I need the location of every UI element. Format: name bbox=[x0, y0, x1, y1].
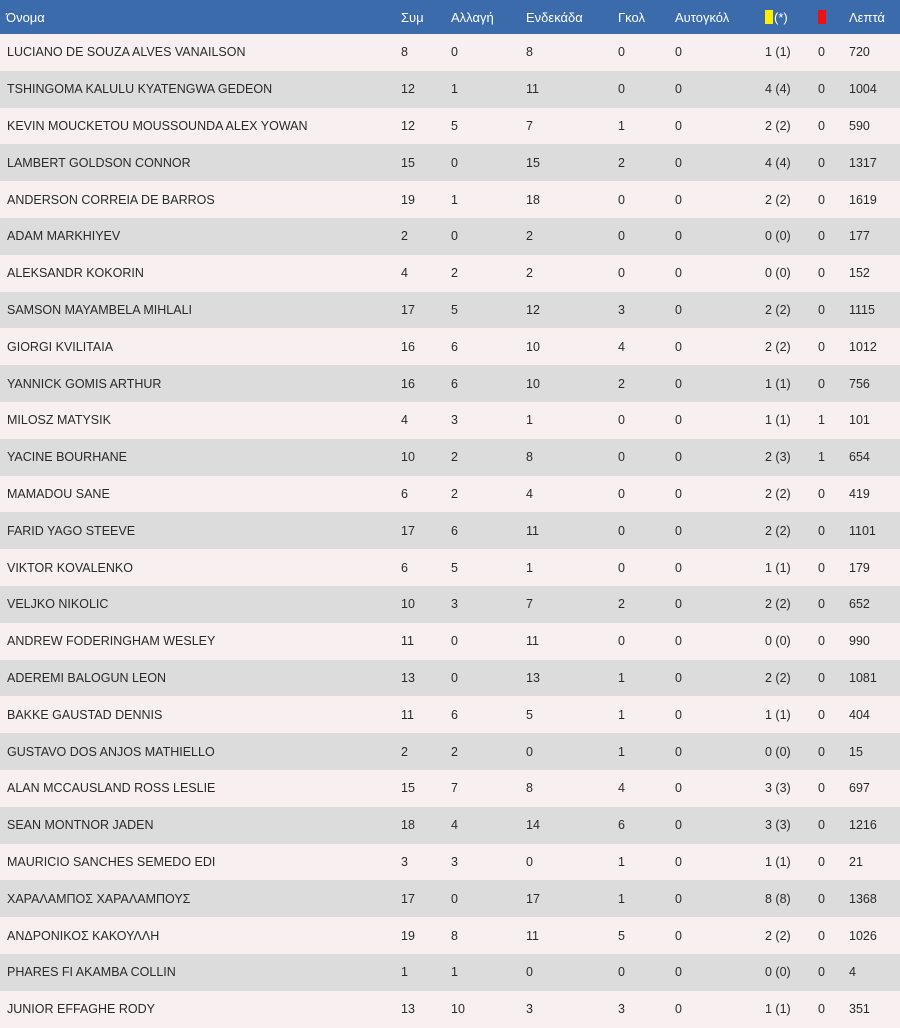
starting-cell: 0 bbox=[526, 854, 533, 869]
table-row bbox=[0, 292, 900, 329]
goals-cell: 2 bbox=[618, 155, 625, 170]
yellow-cards-cell: 4 (4) bbox=[765, 155, 791, 170]
goals-cell: 0 bbox=[618, 266, 625, 281]
starting-cell: 0 bbox=[526, 965, 533, 980]
own-goals-cell: 0 bbox=[675, 450, 682, 465]
minutes-cell: 152 bbox=[849, 266, 870, 281]
yellow-cards-cell: 1 (1) bbox=[765, 413, 791, 428]
player-name-cell[interactable]: ANDREW FODERINGHAM WESLEY bbox=[7, 634, 216, 649]
player-name-cell[interactable]: MAURICIO SANCHES SEMEDO EDI bbox=[7, 854, 216, 869]
starting-cell: 10 bbox=[526, 376, 540, 391]
minutes-cell: 351 bbox=[849, 1002, 870, 1017]
table-row bbox=[0, 549, 900, 586]
yellow-card-icon bbox=[765, 10, 773, 24]
red-cards-cell: 0 bbox=[818, 45, 825, 60]
red-cards-cell: 0 bbox=[818, 634, 825, 649]
player-name-cell[interactable]: MILOSZ MATYSIK bbox=[7, 413, 111, 428]
table-row bbox=[0, 733, 900, 770]
yellow-cards-cell: 1 (1) bbox=[765, 707, 791, 722]
substitutions-cell: 0 bbox=[451, 670, 458, 685]
own-goals-cell: 0 bbox=[675, 266, 682, 281]
starting-cell: 0 bbox=[526, 744, 533, 759]
goals-cell: 3 bbox=[618, 1002, 625, 1017]
player-name-cell[interactable]: ALAN MCCAUSLAND ROSS LESLIE bbox=[7, 781, 216, 796]
appearances-cell: 2 bbox=[401, 229, 408, 244]
substitutions-cell: 8 bbox=[451, 928, 458, 943]
minutes-cell: 990 bbox=[849, 634, 870, 649]
substitutions-cell: 2 bbox=[451, 266, 458, 281]
table-row bbox=[0, 660, 900, 697]
table-row bbox=[0, 696, 900, 733]
player-name-cell[interactable]: ΧΑΡΑΛΑΜΠΟΣ ΧΑΡΑΛΑΜΠΟΥΣ bbox=[7, 891, 191, 906]
minutes-cell: 1004 bbox=[849, 82, 877, 97]
substitutions-cell: 10 bbox=[451, 1002, 465, 1017]
table-row bbox=[0, 807, 900, 844]
yellow-cards-cell: 0 (0) bbox=[765, 744, 791, 759]
minutes-cell: 697 bbox=[849, 781, 870, 796]
appearances-cell: 16 bbox=[401, 339, 415, 354]
starting-cell: 11 bbox=[526, 634, 539, 649]
appearances-cell: 8 bbox=[401, 45, 408, 60]
appearances-cell: 11 bbox=[401, 634, 414, 649]
goals-cell: 4 bbox=[618, 339, 625, 354]
own-goals-cell: 0 bbox=[675, 928, 682, 943]
goals-cell: 3 bbox=[618, 302, 625, 317]
minutes-cell: 1012 bbox=[849, 339, 877, 354]
minutes-cell: 590 bbox=[849, 118, 870, 133]
red-cards-cell: 0 bbox=[818, 560, 825, 575]
player-name-cell[interactable]: TSHINGOMA KALULU KYATENGWA GEDEON bbox=[7, 82, 273, 97]
own-goals-cell: 0 bbox=[675, 82, 682, 97]
appearances-cell: 4 bbox=[401, 266, 408, 281]
yellow-cards-cell: 0 (0) bbox=[765, 634, 791, 649]
yellow-cards-cell: 2 (2) bbox=[765, 302, 791, 317]
red-cards-cell: 1 bbox=[818, 413, 825, 428]
yellow-cards-cell: 2 (2) bbox=[765, 597, 791, 612]
starting-cell: 8 bbox=[526, 450, 533, 465]
table-row bbox=[0, 71, 900, 108]
table-row bbox=[0, 328, 900, 365]
red-cards-cell: 0 bbox=[818, 965, 825, 980]
red-cards-cell: 0 bbox=[818, 781, 825, 796]
yellow-cards-cell: 2 (2) bbox=[765, 928, 791, 943]
own-goals-cell: 0 bbox=[675, 192, 682, 207]
table-row bbox=[0, 108, 900, 145]
own-goals-cell: 0 bbox=[675, 413, 682, 428]
red-cards-cell: 0 bbox=[818, 1002, 825, 1017]
minutes-cell: 720 bbox=[849, 45, 870, 60]
red-cards-cell: 0 bbox=[818, 118, 825, 133]
starting-cell: 18 bbox=[526, 192, 540, 207]
appearances-cell: 15 bbox=[401, 155, 415, 170]
appearances-cell: 2 bbox=[401, 744, 408, 759]
yellow-cards-cell: 2 (3) bbox=[765, 450, 791, 465]
yellow-cards-cell: 3 (3) bbox=[765, 781, 791, 796]
substitutions-cell: 5 bbox=[451, 302, 458, 317]
yellow-cards-cell: 2 (2) bbox=[765, 486, 791, 501]
starting-cell: 5 bbox=[526, 707, 533, 722]
player-name-cell[interactable]: VELJKO NIKOLIC bbox=[7, 597, 109, 612]
red-cards-cell: 0 bbox=[818, 744, 825, 759]
yellow-cards-cell: 2 (2) bbox=[765, 192, 791, 207]
appearances-cell: 17 bbox=[401, 523, 415, 538]
substitutions-cell: 7 bbox=[451, 781, 458, 796]
player-name-cell[interactable]: VIKTOR KOVALENKO bbox=[7, 560, 133, 575]
yellow-cards-cell: 1 (1) bbox=[765, 1002, 791, 1017]
yellow-cards-cell: 2 (2) bbox=[765, 339, 791, 354]
goals-cell: 4 bbox=[618, 781, 625, 796]
appearances-cell: 1 bbox=[401, 965, 408, 980]
substitutions-cell: 6 bbox=[451, 707, 458, 722]
own-goals-cell: 0 bbox=[675, 781, 682, 796]
yellow-cards-cell: 0 (0) bbox=[765, 229, 791, 244]
goals-cell: 1 bbox=[618, 854, 625, 869]
own-goals-cell: 0 bbox=[675, 523, 682, 538]
substitutions-cell: 3 bbox=[451, 597, 458, 612]
substitutions-cell: 1 bbox=[451, 82, 458, 97]
yellow-cards-cell: 1 (1) bbox=[765, 854, 791, 869]
red-cards-cell: 0 bbox=[818, 891, 825, 906]
yellow-cards-cell: 0 (0) bbox=[765, 266, 791, 281]
red-cards-cell: 0 bbox=[818, 928, 825, 943]
substitutions-cell: 2 bbox=[451, 486, 458, 501]
appearances-cell: 12 bbox=[401, 118, 415, 133]
goals-cell: 0 bbox=[618, 965, 625, 980]
player-name-cell[interactable]: KEVIN MOUCKETOU MOUSSOUNDA ALEX YOWAN bbox=[7, 118, 308, 133]
starting-cell: 12 bbox=[526, 302, 540, 317]
starting-cell: 3 bbox=[526, 1002, 533, 1017]
table-row bbox=[0, 218, 900, 255]
yellow-cards-cell: 4 (4) bbox=[765, 82, 791, 97]
minutes-cell: 419 bbox=[849, 486, 870, 501]
header-yellow-suffix: (*) bbox=[774, 9, 788, 25]
table-row bbox=[0, 844, 900, 881]
table-row bbox=[0, 917, 900, 954]
player-name-cell[interactable]: MAMADOU SANE bbox=[7, 486, 110, 501]
yellow-cards-cell: 1 (1) bbox=[765, 560, 791, 575]
substitutions-cell: 5 bbox=[451, 118, 458, 133]
goals-cell: 2 bbox=[618, 376, 625, 391]
red-cards-cell: 0 bbox=[818, 854, 825, 869]
starting-cell: 7 bbox=[526, 597, 533, 612]
starting-cell: 8 bbox=[526, 781, 533, 796]
appearances-cell: 16 bbox=[401, 376, 415, 391]
table-row bbox=[0, 954, 900, 991]
appearances-cell: 17 bbox=[401, 302, 415, 317]
player-name-cell[interactable]: ADAM MARKHIYEV bbox=[7, 229, 121, 244]
minutes-cell: 404 bbox=[849, 707, 870, 722]
substitutions-cell: 6 bbox=[451, 523, 458, 538]
appearances-cell: 19 bbox=[401, 928, 415, 943]
table-header-row bbox=[0, 0, 900, 34]
goals-cell: 2 bbox=[618, 597, 625, 612]
goals-cell: 0 bbox=[618, 229, 625, 244]
substitutions-cell: 3 bbox=[451, 854, 458, 869]
appearances-cell: 10 bbox=[401, 450, 415, 465]
minutes-cell: 101 bbox=[849, 413, 870, 428]
goals-cell: 1 bbox=[618, 707, 625, 722]
yellow-cards-cell: 2 (2) bbox=[765, 118, 791, 133]
appearances-cell: 3 bbox=[401, 854, 408, 869]
own-goals-cell: 0 bbox=[675, 818, 682, 833]
goals-cell: 1 bbox=[618, 118, 625, 133]
own-goals-cell: 0 bbox=[675, 965, 682, 980]
substitutions-cell: 4 bbox=[451, 818, 458, 833]
substitutions-cell: 0 bbox=[451, 155, 458, 170]
red-cards-cell: 0 bbox=[818, 229, 825, 244]
own-goals-cell: 0 bbox=[675, 854, 682, 869]
starting-cell: 7 bbox=[526, 118, 533, 133]
starting-cell: 8 bbox=[526, 45, 533, 60]
substitutions-cell: 0 bbox=[451, 45, 458, 60]
own-goals-cell: 0 bbox=[675, 302, 682, 317]
yellow-cards-cell: 2 (2) bbox=[765, 523, 791, 538]
header-substitutions[interactable]: Αλλαγή bbox=[451, 9, 494, 25]
goals-cell: 0 bbox=[618, 634, 625, 649]
starting-cell: 11 bbox=[526, 928, 539, 943]
starting-cell: 11 bbox=[526, 82, 539, 97]
goals-cell: 0 bbox=[618, 560, 625, 575]
yellow-cards-cell: 1 (1) bbox=[765, 376, 791, 391]
substitutions-cell: 0 bbox=[451, 891, 458, 906]
own-goals-cell: 0 bbox=[675, 707, 682, 722]
red-cards-cell: 0 bbox=[818, 192, 825, 207]
header-name[interactable]: Όνομα bbox=[6, 9, 45, 25]
goals-cell: 6 bbox=[618, 818, 625, 833]
minutes-cell: 179 bbox=[849, 560, 870, 575]
starting-cell: 2 bbox=[526, 229, 533, 244]
player-name-cell[interactable]: ΑΝΔΡΟΝΙΚΟΣ ΚΑΚΟΥΛΛΗ bbox=[7, 928, 160, 943]
red-cards-cell: 0 bbox=[818, 376, 825, 391]
red-cards-cell: 0 bbox=[818, 155, 825, 170]
header-appearances[interactable]: Συμ bbox=[401, 9, 424, 25]
starting-cell: 10 bbox=[526, 339, 540, 354]
header-own-goals[interactable]: Αυτογκόλ bbox=[675, 9, 730, 25]
starting-cell: 14 bbox=[526, 818, 540, 833]
player-name-cell[interactable]: SAMSON MAYAMBELA MIHLALI bbox=[7, 302, 193, 317]
minutes-cell: 1317 bbox=[849, 155, 877, 170]
player-name-cell[interactable]: GUSTAVO DOS ANJOS MATHIELLO bbox=[7, 744, 215, 759]
player-name-cell[interactable]: ALEKSANDR KOKORIN bbox=[7, 266, 144, 281]
own-goals-cell: 0 bbox=[675, 560, 682, 575]
substitutions-cell: 0 bbox=[451, 229, 458, 244]
header-yellow-cards[interactable] bbox=[765, 0, 818, 34]
red-cards-cell: 0 bbox=[818, 707, 825, 722]
player-name-cell[interactable]: ANDERSON CORREIA DE BARROS bbox=[7, 192, 215, 207]
own-goals-cell: 0 bbox=[675, 634, 682, 649]
red-cards-cell: 0 bbox=[818, 339, 825, 354]
minutes-cell: 1619 bbox=[849, 192, 877, 207]
red-cards-cell: 0 bbox=[818, 266, 825, 281]
substitutions-cell: 5 bbox=[451, 560, 458, 575]
goals-cell: 1 bbox=[618, 670, 625, 685]
player-name-cell[interactable]: LAMBERT GOLDSON CONNOR bbox=[7, 155, 191, 170]
red-cards-cell: 0 bbox=[818, 670, 825, 685]
own-goals-cell: 0 bbox=[675, 155, 682, 170]
own-goals-cell: 0 bbox=[675, 1002, 682, 1017]
player-name-cell[interactable]: SEAN MONTNOR JADEN bbox=[7, 818, 154, 833]
starting-cell: 13 bbox=[526, 670, 540, 685]
appearances-cell: 13 bbox=[401, 670, 415, 685]
player-name-cell[interactable]: FARID YAGO STEEVE bbox=[7, 523, 136, 538]
minutes-cell: 1081 bbox=[849, 670, 877, 685]
table-row bbox=[0, 402, 900, 439]
table-row bbox=[0, 144, 900, 181]
substitutions-cell: 3 bbox=[451, 413, 458, 428]
player-name-cell[interactable]: GIORGI KVILITAIA bbox=[7, 339, 114, 354]
appearances-cell: 6 bbox=[401, 486, 408, 501]
starting-cell: 17 bbox=[526, 891, 540, 906]
substitutions-cell: 6 bbox=[451, 376, 458, 391]
red-cards-cell: 0 bbox=[818, 82, 825, 97]
own-goals-cell: 0 bbox=[675, 229, 682, 244]
appearances-cell: 18 bbox=[401, 818, 415, 833]
red-cards-cell: 1 bbox=[818, 450, 825, 465]
minutes-cell: 1368 bbox=[849, 891, 877, 906]
table-row bbox=[0, 476, 900, 513]
starting-cell: 11 bbox=[526, 523, 539, 538]
appearances-cell: 10 bbox=[401, 597, 415, 612]
substitutions-cell: 2 bbox=[451, 450, 458, 465]
yellow-cards-cell: 1 (1) bbox=[765, 45, 791, 60]
starting-cell: 1 bbox=[526, 413, 533, 428]
player-name-cell[interactable]: PHARES FI AKAMBA COLLIN bbox=[7, 965, 176, 980]
player-name-cell[interactable]: LUCIANO DE SOUZA ALVES VANAILSON bbox=[7, 45, 246, 60]
table-row bbox=[0, 34, 900, 71]
red-cards-cell: 0 bbox=[818, 597, 825, 612]
minutes-cell: 1115 bbox=[849, 302, 875, 317]
substitutions-cell: 1 bbox=[451, 192, 458, 207]
appearances-cell: 11 bbox=[401, 707, 414, 722]
starting-cell: 1 bbox=[526, 560, 533, 575]
red-cards-cell: 0 bbox=[818, 486, 825, 501]
header-red-cards[interactable] bbox=[818, 0, 849, 34]
header-goals[interactable]: Γκολ bbox=[618, 9, 645, 25]
goals-cell: 1 bbox=[618, 744, 625, 759]
goals-cell: 0 bbox=[618, 450, 625, 465]
appearances-cell: 4 bbox=[401, 413, 408, 428]
minutes-cell: 1216 bbox=[849, 818, 877, 833]
substitutions-cell: 2 bbox=[451, 744, 458, 759]
table-row bbox=[0, 365, 900, 402]
minutes-cell: 652 bbox=[849, 597, 870, 612]
table-row bbox=[0, 586, 900, 623]
appearances-cell: 15 bbox=[401, 781, 415, 796]
red-cards-cell: 0 bbox=[818, 302, 825, 317]
minutes-cell: 756 bbox=[849, 376, 870, 391]
red-cards-cell: 0 bbox=[818, 818, 825, 833]
minutes-cell: 15 bbox=[849, 744, 863, 759]
table-row bbox=[0, 991, 900, 1028]
yellow-cards-cell: 3 (3) bbox=[765, 818, 791, 833]
minutes-cell: 21 bbox=[849, 854, 863, 869]
goals-cell: 0 bbox=[618, 82, 625, 97]
own-goals-cell: 0 bbox=[675, 486, 682, 501]
own-goals-cell: 0 bbox=[675, 45, 682, 60]
own-goals-cell: 0 bbox=[675, 118, 682, 133]
own-goals-cell: 0 bbox=[675, 744, 682, 759]
appearances-cell: 12 bbox=[401, 82, 415, 97]
table-row bbox=[0, 770, 900, 807]
substitutions-cell: 0 bbox=[451, 634, 458, 649]
red-card-icon bbox=[818, 10, 826, 24]
goals-cell: 0 bbox=[618, 45, 625, 60]
goals-cell: 0 bbox=[618, 486, 625, 501]
own-goals-cell: 0 bbox=[675, 670, 682, 685]
own-goals-cell: 0 bbox=[675, 376, 682, 391]
goals-cell: 0 bbox=[618, 413, 625, 428]
starting-cell: 4 bbox=[526, 486, 533, 501]
red-cards-cell: 0 bbox=[818, 523, 825, 538]
yellow-cards-cell: 2 (2) bbox=[765, 670, 791, 685]
substitutions-cell: 6 bbox=[451, 339, 458, 354]
player-name-cell[interactable]: BAKKE GAUSTAD DENNIS bbox=[7, 707, 163, 722]
own-goals-cell: 0 bbox=[675, 891, 682, 906]
player-name-cell[interactable]: YACINE BOURHANE bbox=[7, 450, 127, 465]
player-name-cell[interactable]: JUNIOR EFFAGHE RODY bbox=[7, 1002, 155, 1017]
goals-cell: 0 bbox=[618, 523, 625, 538]
header-minutes[interactable]: Λεπτά bbox=[849, 9, 885, 25]
table-row bbox=[0, 623, 900, 660]
yellow-cards-cell: 8 (8) bbox=[765, 891, 791, 906]
table-body bbox=[0, 34, 900, 1028]
own-goals-cell: 0 bbox=[675, 597, 682, 612]
minutes-cell: 1101 bbox=[849, 523, 876, 538]
table-row bbox=[0, 181, 900, 218]
goals-cell: 1 bbox=[618, 891, 625, 906]
minutes-cell: 654 bbox=[849, 450, 870, 465]
appearances-cell: 13 bbox=[401, 1002, 415, 1017]
appearances-cell: 6 bbox=[401, 560, 408, 575]
starting-cell: 2 bbox=[526, 266, 533, 281]
starting-cell: 15 bbox=[526, 155, 540, 170]
table-row bbox=[0, 880, 900, 917]
appearances-cell: 17 bbox=[401, 891, 415, 906]
minutes-cell: 4 bbox=[849, 965, 856, 980]
minutes-cell: 177 bbox=[849, 229, 870, 244]
appearances-cell: 19 bbox=[401, 192, 415, 207]
player-name-cell[interactable]: ADEREMI BALOGUN LEON bbox=[7, 670, 167, 685]
substitutions-cell: 1 bbox=[451, 965, 458, 980]
goals-cell: 5 bbox=[618, 928, 625, 943]
table-row bbox=[0, 512, 900, 549]
player-name-cell[interactable]: YANNICK GOMIS ARTHUR bbox=[7, 376, 162, 391]
goals-cell: 0 bbox=[618, 192, 625, 207]
table-row bbox=[0, 439, 900, 476]
table-row bbox=[0, 255, 900, 292]
yellow-cards-cell: 0 (0) bbox=[765, 965, 791, 980]
header-starting[interactable]: Ενδεκάδα bbox=[526, 9, 583, 25]
own-goals-cell: 0 bbox=[675, 339, 682, 354]
minutes-cell: 1026 bbox=[849, 928, 877, 943]
